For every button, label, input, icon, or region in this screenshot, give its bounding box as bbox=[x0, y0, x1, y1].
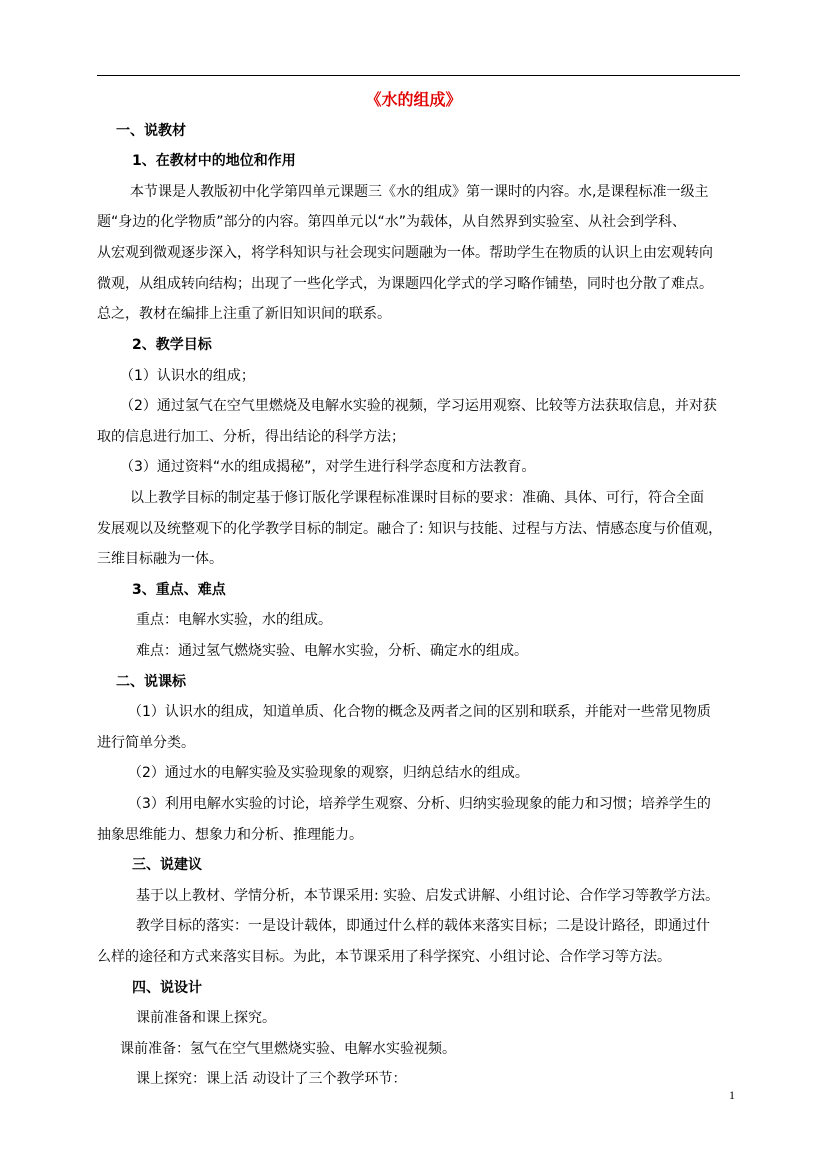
text-line: 抽象思维能力、想象力和分析、推理能力。 bbox=[97, 827, 363, 843]
text-line: 取的信息进行加工、分析，得出结论的科学方法； bbox=[97, 429, 405, 445]
text-line: 三、说建议 bbox=[132, 857, 202, 873]
text-line: 题“身边的化学物质”部分的内容。第四单元以“水”为载体，从自然界到实验室、从社会到学科、 bbox=[97, 214, 687, 230]
text-line: 一、说教材 bbox=[116, 123, 186, 139]
text-line: （1）认识水的组成； bbox=[120, 368, 255, 384]
header-rule bbox=[97, 75, 740, 76]
text-line: 么样的途径和方式来落实目标。为此，本节课采用了科学探究、小组讨论、合作学习等方法。 bbox=[97, 949, 671, 965]
text-line: 微观，从组成转向结构；出现了一些化学式，为课题四化学式的学习略作铺垫，同时也分散了难点。 bbox=[97, 276, 713, 292]
text-line: 三维目标融为一体。 bbox=[97, 551, 223, 567]
text-line: （2）通过氢气在空气里燃烧及电解水实验的视频，学习运用观察、比较等方法获取信息，并对获 bbox=[120, 398, 717, 414]
text-line: 难点：通过氢气燃烧实验、电解水实验，分析、确定水的组成。 bbox=[136, 643, 528, 659]
text-line: 以上教学目标的制定基于修订版化学课程标准课时目标的要求：准确、具体、可行，符合全面 bbox=[130, 490, 704, 506]
text-line: （3）利用电解水实验的讨论，培养学生观察、分析、归纳实验现象的能力和习惯；培养学生的 bbox=[128, 796, 711, 812]
text-line: （3）通过资料“水的组成揭秘”，对学生进行科学态度和方法教育。 bbox=[120, 459, 536, 475]
text-line: 课前准备：氢气在空气里燃烧实验、电解水实验视频。 bbox=[120, 1041, 456, 1057]
text-line: （1）认识水的组成，知道单质、化合物的概念及两者之间的区别和联系，并能对一些常见物质 bbox=[128, 704, 711, 720]
text-line: 进行简单分类。 bbox=[97, 735, 195, 751]
text-line: 二、说课标 bbox=[116, 674, 186, 690]
text-line: 四、说设计 bbox=[132, 980, 202, 996]
text-line: 基于以上教材、学情分析，本节课采用: 实验、启发式讲解、小组讨论、合作学习等教学方法。 bbox=[136, 888, 720, 904]
text-line: 重点：电解水实验，水的组成。 bbox=[136, 612, 332, 628]
page-number: 1 bbox=[729, 1088, 735, 1102]
text-line: 教学目标的落实：一是设计载体，即通过什么样的载体来落实目标；二是设计路径，即通过什 bbox=[136, 918, 710, 934]
text-line: 本节课是人教版初中化学第四单元课题三《水的组成》第一课时的内容。水,是课程标准一级主 bbox=[130, 184, 709, 200]
text-line: 课上探究：课上活 动设计了三个教学环节： bbox=[136, 1071, 407, 1087]
text-line: 发展观以及统整观下的化学教学目标的制定。融合了: 知识与技能、过程与方法、情感态度与价值观， bbox=[97, 521, 723, 537]
text-line: （2）通过水的电解实验及实验现象的观察，归纳总结水的组成。 bbox=[128, 765, 529, 781]
text-line: 总之，教材在编排上注重了新旧知识间的联系。 bbox=[97, 306, 391, 322]
text-line: 课前准备和课上探究。 bbox=[136, 1010, 276, 1026]
text-line: 3、重点、难点 bbox=[132, 582, 226, 598]
text-line: 1、在教材中的地位和作用 bbox=[132, 153, 296, 169]
document-title: 《水的组成》 bbox=[365, 90, 462, 109]
text-line: 2、教学目标 bbox=[132, 337, 212, 353]
text-line: 从宏观到微观逐步深入，将学科知识与社会现实问题融为一体。帮助学生在物质的认识上由宏观转向 bbox=[97, 245, 713, 261]
